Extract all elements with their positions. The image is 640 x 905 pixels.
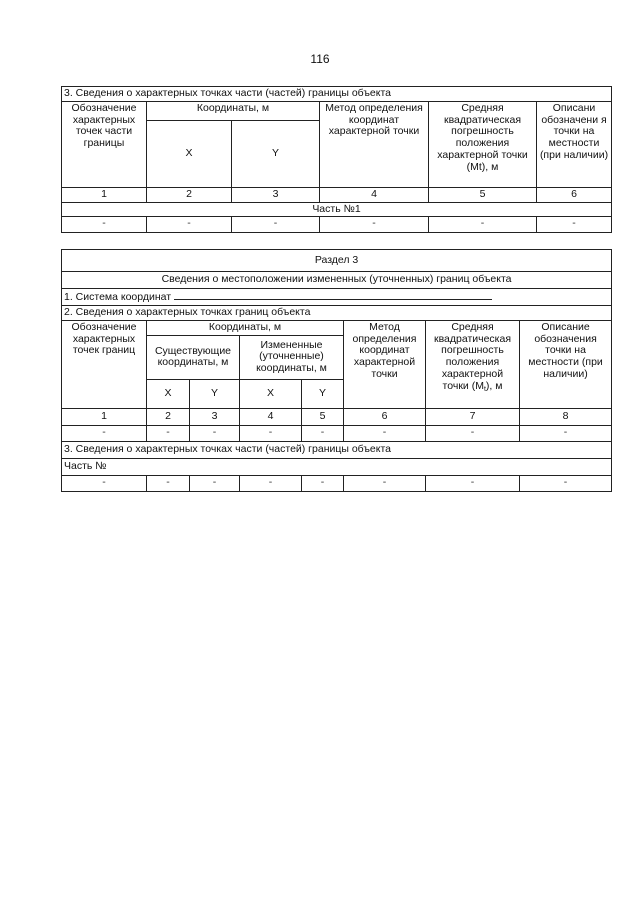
column-number: 6	[537, 187, 612, 202]
header-designation: Обозначение характерных точек части границы	[62, 101, 147, 187]
header-y-changed: Y	[302, 379, 344, 408]
column-number: 6	[344, 408, 426, 425]
table-cell: -	[62, 217, 147, 233]
column-number: 8	[520, 408, 612, 425]
header-existing-coordinates: Существующие координаты, м	[147, 335, 240, 379]
table-cell: -	[62, 475, 147, 491]
table-cell: -	[147, 217, 232, 233]
header-coordinates: Координаты, м	[147, 320, 344, 335]
header-accuracy	[426, 320, 520, 408]
column-number: 5	[429, 187, 537, 202]
table-cell: -	[232, 217, 320, 233]
header-description: Описани обозначени я точки на местности (при наличии)	[537, 101, 612, 187]
section-title: 3. Сведения о характерных точках части (частей) границы объекта	[62, 87, 612, 102]
column-number: 1	[62, 408, 147, 425]
part-label: Часть №1	[62, 202, 612, 217]
part-boundary-points-table	[61, 86, 611, 233]
column-number: 1	[62, 187, 147, 202]
header-coordinates: Координаты, м	[147, 101, 320, 120]
table-cell: -	[320, 217, 429, 233]
page-number: 116	[310, 52, 330, 66]
header-y-existing: Y	[190, 379, 240, 408]
table-cell: -	[520, 425, 612, 441]
table-cell: -	[344, 425, 426, 441]
accuracy-subscript: t	[483, 385, 486, 393]
accuracy-tail: ), м	[485, 379, 503, 392]
table-cell: -	[190, 475, 240, 491]
table-cell: -	[190, 425, 240, 441]
table-cell: -	[520, 475, 612, 491]
header-accuracy: Средняя квадратическая погрешность положения характерной точки (Mt), м	[429, 101, 537, 187]
table-cell: -	[62, 425, 147, 441]
section-subtitle: Сведения о местоположении измененных (уточненных) границ объекта	[62, 272, 612, 289]
coordinate-system-row	[62, 289, 612, 306]
header-description: Описание обозначения точки на местности (при наличии)	[520, 320, 612, 408]
table-cell: -	[240, 475, 302, 491]
header-x-changed: X	[240, 379, 302, 408]
section-heading: Раздел 3	[62, 250, 612, 272]
table-cell: -	[302, 425, 344, 441]
accuracy-main: Средняя квадратическая погрешность положения характерной точки (M	[433, 320, 512, 392]
coordinate-system-label: 1. Система координат	[64, 291, 172, 304]
column-number: 7	[426, 408, 520, 425]
table-cell: -	[537, 217, 612, 233]
column-number: 4	[320, 187, 429, 202]
header-method: Метод определения координат характерной точки	[344, 320, 426, 408]
table-cell: -	[147, 425, 190, 441]
table-cell: -	[426, 475, 520, 491]
header-method: Метод определения координат характерной точки	[320, 101, 429, 187]
column-number: 2	[147, 408, 190, 425]
part-label: Часть №	[62, 458, 612, 475]
table-cell: -	[147, 475, 190, 491]
coordinate-system-field	[174, 290, 492, 300]
table-cell: -	[240, 425, 302, 441]
section-3-block	[61, 249, 611, 492]
table-cell: -	[344, 475, 426, 491]
header-x: X	[147, 120, 232, 187]
header-designation: Обозначение характерных точек границ	[62, 320, 147, 408]
header-y: Y	[232, 120, 320, 187]
table-cell: -	[429, 217, 537, 233]
header-x-existing: X	[147, 379, 190, 408]
column-number: 3	[190, 408, 240, 425]
column-number: 5	[302, 408, 344, 425]
column-number: 2	[147, 187, 232, 202]
char-points-title: 2. Сведения о характерных точках границ объекта	[62, 306, 612, 321]
table-cell: -	[302, 475, 344, 491]
part-section-title: 3. Сведения о характерных точках части (частей) границы объекта	[62, 441, 612, 458]
column-number: 4	[240, 408, 302, 425]
column-number: 3	[232, 187, 320, 202]
header-changed-coordinates: Измененные (уточненные) координаты, м	[240, 335, 344, 379]
table-cell: -	[426, 425, 520, 441]
